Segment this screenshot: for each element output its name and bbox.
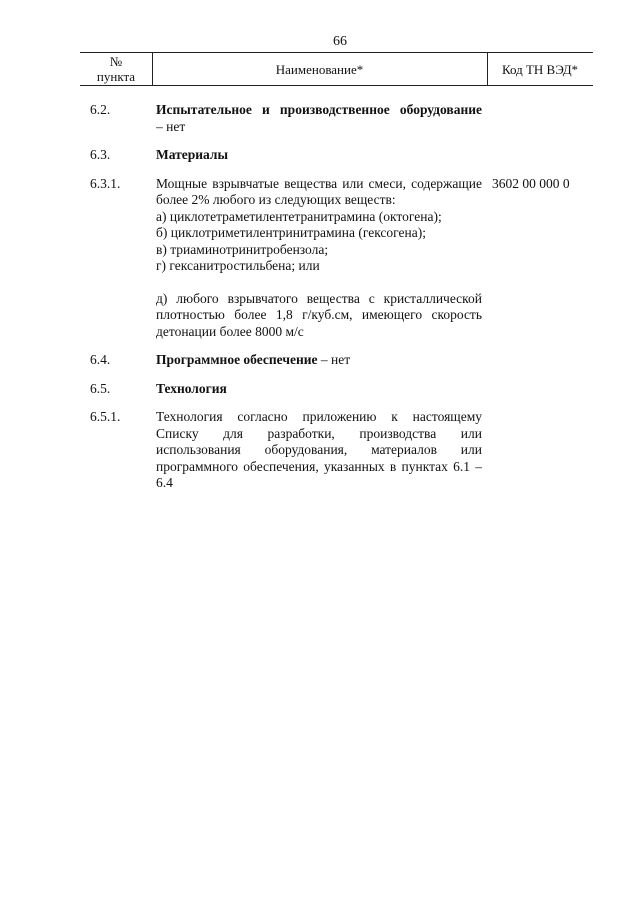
- row-name: [156, 381, 482, 398]
- list-item: г) гексанитростильбена; или: [156, 258, 320, 273]
- row-number: 6.3.1.: [90, 175, 121, 191]
- list-item-extra: д) любого взрывчатого вещества с кристаллической плотностью более 1,8 г/куб.см, имеющего скорость детонации более 8000 м/с: [156, 290, 482, 339]
- row-code: [482, 381, 593, 398]
- header-code-column: [487, 53, 593, 85]
- header-code-label: Код ТН ВЭД*: [501, 61, 579, 77]
- row-name: [156, 176, 482, 341]
- row-code: [482, 352, 593, 369]
- list-item: б) циклотриметилентринитрамина (гексогена);: [156, 225, 426, 240]
- table-body: [80, 102, 593, 504]
- table-row: [80, 176, 593, 341]
- row-intro-text: Мощные взрывчатые вещества или смеси, содержащие более 2% любого из следующих веществ:: [156, 175, 482, 207]
- row-number: 6.4.: [90, 352, 111, 367]
- row-title: Технология: [156, 380, 227, 396]
- list-item: в) триаминотринитробензола;: [156, 241, 329, 257]
- row-title: Материалы: [156, 147, 229, 162]
- row-number: 6.2.: [90, 102, 111, 117]
- row-text: Технология согласно приложению к настоящему Списку для разработки, производства или использования оборудования, материалов или программного обеспечения, указанных в пунктах 6.1 – 6.4: [156, 409, 482, 490]
- row-code: [482, 102, 593, 135]
- header-name-column: [152, 53, 488, 85]
- row-name: [156, 352, 482, 369]
- row-code: [482, 147, 593, 164]
- table-row: [80, 147, 593, 164]
- row-title: Испытательное и производственное оборудование: [156, 102, 482, 117]
- table-row: [80, 409, 593, 492]
- page-number: 66: [333, 34, 347, 49]
- header-number-label: пункта: [96, 69, 136, 84]
- row-name: [156, 409, 482, 492]
- row-title-suffix: – нет: [317, 352, 351, 367]
- row-title: Программное обеспечение: [156, 352, 318, 367]
- row-number: 6.5.1.: [90, 409, 121, 424]
- list-item: а) циклотетраметилентетранитрамина (октогена);: [156, 208, 442, 224]
- table-row: [80, 381, 593, 398]
- row-name: [156, 102, 482, 135]
- table-header: [80, 52, 593, 86]
- table-row: [80, 352, 593, 369]
- row-code: 3602 00 000 0: [492, 175, 570, 191]
- row-title-suffix: – нет: [156, 118, 186, 134]
- row-number: 6.5.: [90, 380, 111, 396]
- row-name: [156, 147, 482, 164]
- header-name-label: Наименование*: [275, 61, 364, 77]
- row-number: 6.3.: [90, 147, 111, 162]
- table-row: [80, 102, 593, 135]
- header-number-symbol: №: [109, 54, 123, 69]
- header-number-column: [80, 53, 153, 85]
- row-code: [482, 409, 593, 492]
